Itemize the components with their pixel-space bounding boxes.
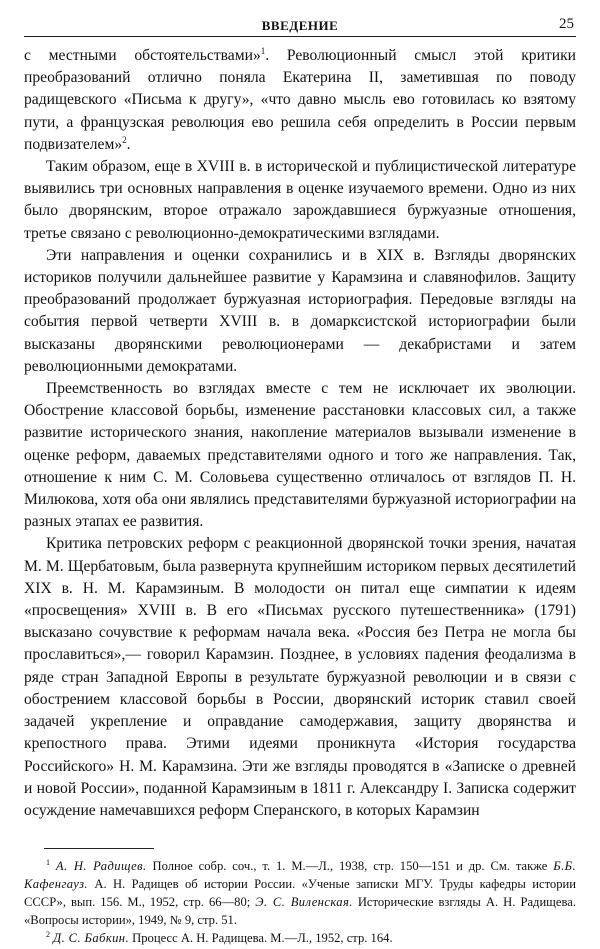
page-header <box>24 10 576 37</box>
footnote-1-author-2: Б.Б. Кафенгауз. <box>24 859 577 892</box>
paragraph-1-text-b: . Революционный смысл этой критики преобразований отлично поняла Екатерина II, заметившая по поводу радищевского «Письма к другу», «что давно мысль ево готовилась ко взятому пути, а французская революция ево решила себя определить в России первым подвизателем» <box>24 47 576 153</box>
footnote-1-text-3: Исторические взгляды А. Н. Радищева. «Вопросы истории», 1949, № 9, стр. 51. <box>24 895 576 928</box>
paragraph-4: Преемственность во взглядах вместе с тем не исключает их эволюции. Обострение классовой борьбы, изменение расстановки классовых сил, а также развитие исторического знания, накопление материалов вызывали изменение в оценке реформ, даваемых представителями одного и того же направления. Так, отношение к ним С. М. Соловьева существенно отличалось от взглядов П. Н. Милюкова, хотя оба они являлись представителями буржуазной историографии на разных этапах ее развития. <box>24 380 576 531</box>
paragraph-1-text-a: с местными обстоятельствами» <box>24 47 261 64</box>
footnote-2-author-1: Д. С. Бабкин. <box>53 931 130 946</box>
footnote-1-author-1: А. Н. Радищев. <box>55 859 147 874</box>
footnote-divider <box>44 848 154 849</box>
paragraph-2: Таким образом, еще в XVIII в. в исторической и публицистической литературе выявились три основных направления в оценке изучаемого времени. Одно из них было дворянским, второе отражало зарождавшиеся буржуазные отношения, третье связано с революционно-демократическими взглядами. <box>24 158 576 242</box>
footnote-1-author-3: Э. С. Виленская. <box>255 895 353 910</box>
footnotes <box>24 857 576 947</box>
running-head: ВВЕДЕНИЕ <box>261 18 339 33</box>
footnote-2-marker: 2 <box>46 930 50 940</box>
footnote-1-text-2: А. Н. Радищев об истории России. «Ученые записки МГУ. Труды кафедры истории СССР», вып. 156. М., 1952, стр. 66—80; <box>24 877 576 910</box>
footnote-2 <box>24 929 576 947</box>
paragraph-1 <box>24 45 576 156</box>
paragraph-1-text-c: . <box>126 135 131 153</box>
page-number: 25 <box>559 16 574 32</box>
paragraph-5: Критика петровских реформ с реакционной дворянской точки зрения, начатая М. М. Щербатовым, была развернута крупнейшим историком первых десятилетий XIX в. Н. М. Карамзиным. В молодости он питал еще симпатии к идеям «просвещения» XVIII в. В его «Письмах русского путешественника» (1791) высказано сочувствие к реформам начала века. «Россия без Петра не могла бы прославиться»,— говорил Карамзин. Позднее, в условиях падения феодализма в ряде стран Западной Европы в результате буржуазной революции и в связи с обострением классовой борьбы в России, дворянский историк ставил своей задачей укрепление и оправдание самодержавия, защиту дворянства и крепостного права. Этими идеями проникнута «История государства Российского» Н. М. Карамзина. Эти же взгляды проводятся в «Записке о древней и новой России», поданной Карамзиным в 1811 г. Александру I. Записка содержит осуждение намечавшихся реформ Сперанского, в которых Карамзин <box>24 535 576 819</box>
footnote-2-text-1: Процесс А. Н. Радищева. М.—Л., 1952, стр. 164. <box>129 931 393 946</box>
footnote-1-marker: 1 <box>46 858 50 868</box>
footnote-1 <box>24 857 576 929</box>
paragraph-3: Эти направления и оценки сохранились и в XIX в. Взгляды дворянских историков получили дальнейшее развитие у Карамзина и славянофилов. Защиту преобразований продолжает буржуазная историография. Передовые взгляды на события первой четверти XVIII в. в домарксистской историографии были высказаны дворянскими революционерами — декабристами и затем революционными демократами. <box>24 246 576 375</box>
footnote-ref-2: 2 <box>122 134 127 145</box>
footnote-1-text-1: Полное собр. соч., т. 1. М.—Л., 1938, стр. 150—151 и др. См. также <box>146 859 554 874</box>
book-page <box>24 10 577 946</box>
main-text <box>24 45 576 822</box>
footnote-ref-1: 1 <box>260 46 266 56</box>
